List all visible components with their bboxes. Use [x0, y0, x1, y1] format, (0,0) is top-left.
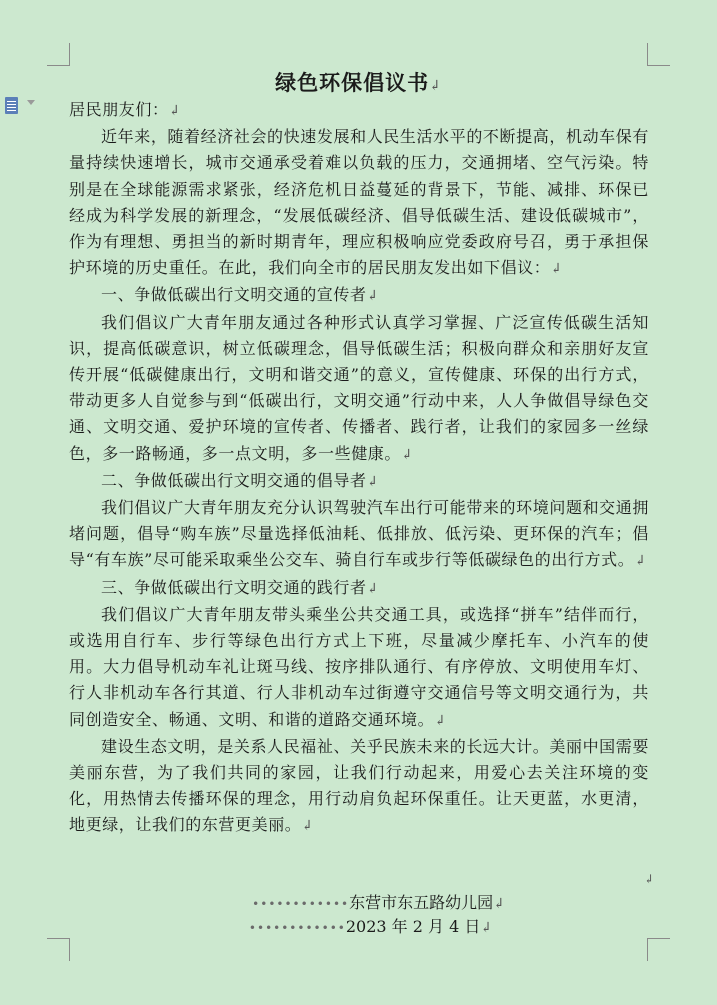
- paragraph-mark: ↲: [429, 78, 442, 94]
- signature-date: ••••••••••••2023 年 2 月 4 日↲: [248, 917, 493, 936]
- signature-organization: ••••••••••••东营市东五路幼儿园↲: [252, 893, 505, 912]
- margin-corner-top-right: [647, 43, 670, 66]
- body-paragraph: 我们倡议广大青年朋友通过各种形式认真学习掌握、广泛宣传低碳生活知识，提高低碳意识，树立低碳理念，倡导低碳生活；积极向群众和亲朋好友宣传开展“低碳健康出行，文明和谐交通”的意义，宣传健康、环保的出行方式，带动更多人自觉参与到“低碳出行，文明交通”行动中来，人人争做倡导绿色交通、文明交通、爱护环境的宣传者、传播者、践行者，让我们的家园多一丝绿色，多一路畅通，多一点文明，多一些健康。↲: [69, 312, 649, 463]
- margin-corner-top-left: [47, 43, 70, 66]
- body-paragraph: 三、争做低碳出行文明交通的践行者↲: [101, 577, 379, 597]
- document-body: [69, 97, 649, 840]
- body-paragraph: 建设生态文明，是关系人民福祉、关乎民族未来的长远大计。美丽中国需要美丽东营，为了我们共同的家园，让我们行动起来，用爱心去关注环境的变化，用热情去传播环保的理念，用行动肩负起环保重任。让天更蓝，水更清，地更绿，让我们的东营更美丽。↲: [69, 736, 649, 835]
- body-paragraph: 我们倡议广大青年朋友带头乘坐公共交通工具，或选择“拼车”结伴而行，或选用自行车、步行等绿色出行方式上下班，尽量减少摩托车、小汽车的使用。大力倡导机动车礼让斑马线、按序排队通行、有序停放、文明使用车灯、行人非机动车各行其道、行人非机动车过街遵守交通信号等文明交通行为，共同创造安全、畅通、文明、和谐的道路交通环境。↲: [69, 604, 649, 729]
- end-paragraph-mark: ↲: [644, 872, 655, 886]
- paragraph-list: [69, 124, 649, 839]
- body-paragraph: 一、争做低碳出行文明交通的宣传者↲: [101, 285, 379, 305]
- greeting: 居民朋友们：↲: [69, 100, 181, 119]
- body-paragraph: 二、争做低碳出行文明交通的倡导者↲: [101, 470, 379, 490]
- margin-corner-bottom-left: [47, 938, 70, 961]
- document-title: 绿色环保倡议书↲: [275, 70, 442, 95]
- margin-corner-bottom-right: [647, 938, 670, 961]
- body-paragraph: 我们倡议广大青年朋友充分认识驾驶汽车出行可能带来的环境问题和交通拥堵问题，倡导“购车族”尽量选择低油耗、低排放、低污染、更环保的汽车；倡导“有车族”尽可能采取乘坐公交车、骑自行车或步行等低碳绿色的出行方式。↲: [69, 498, 649, 570]
- body-paragraph: 近年来，随着经济社会的快速发展和人民生活水平的不断提高，机动车保有量持续快速增长，城市交通承受着难以负载的压力，交通拥堵、空气污染。特别是在全球能源需求紧张，经济危机日益蔓延的背景下，节能、减排、环保已经成为科学发展的新理念，“发展低碳经济、倡导低碳生活、建设低碳城市”，作为有理想、勇担当的新时期青年，理应积极响应党委政府号召，勇于承担保护环境的历史重任。在此，我们向全市的居民朋友发出如下倡议：↲: [69, 127, 649, 278]
